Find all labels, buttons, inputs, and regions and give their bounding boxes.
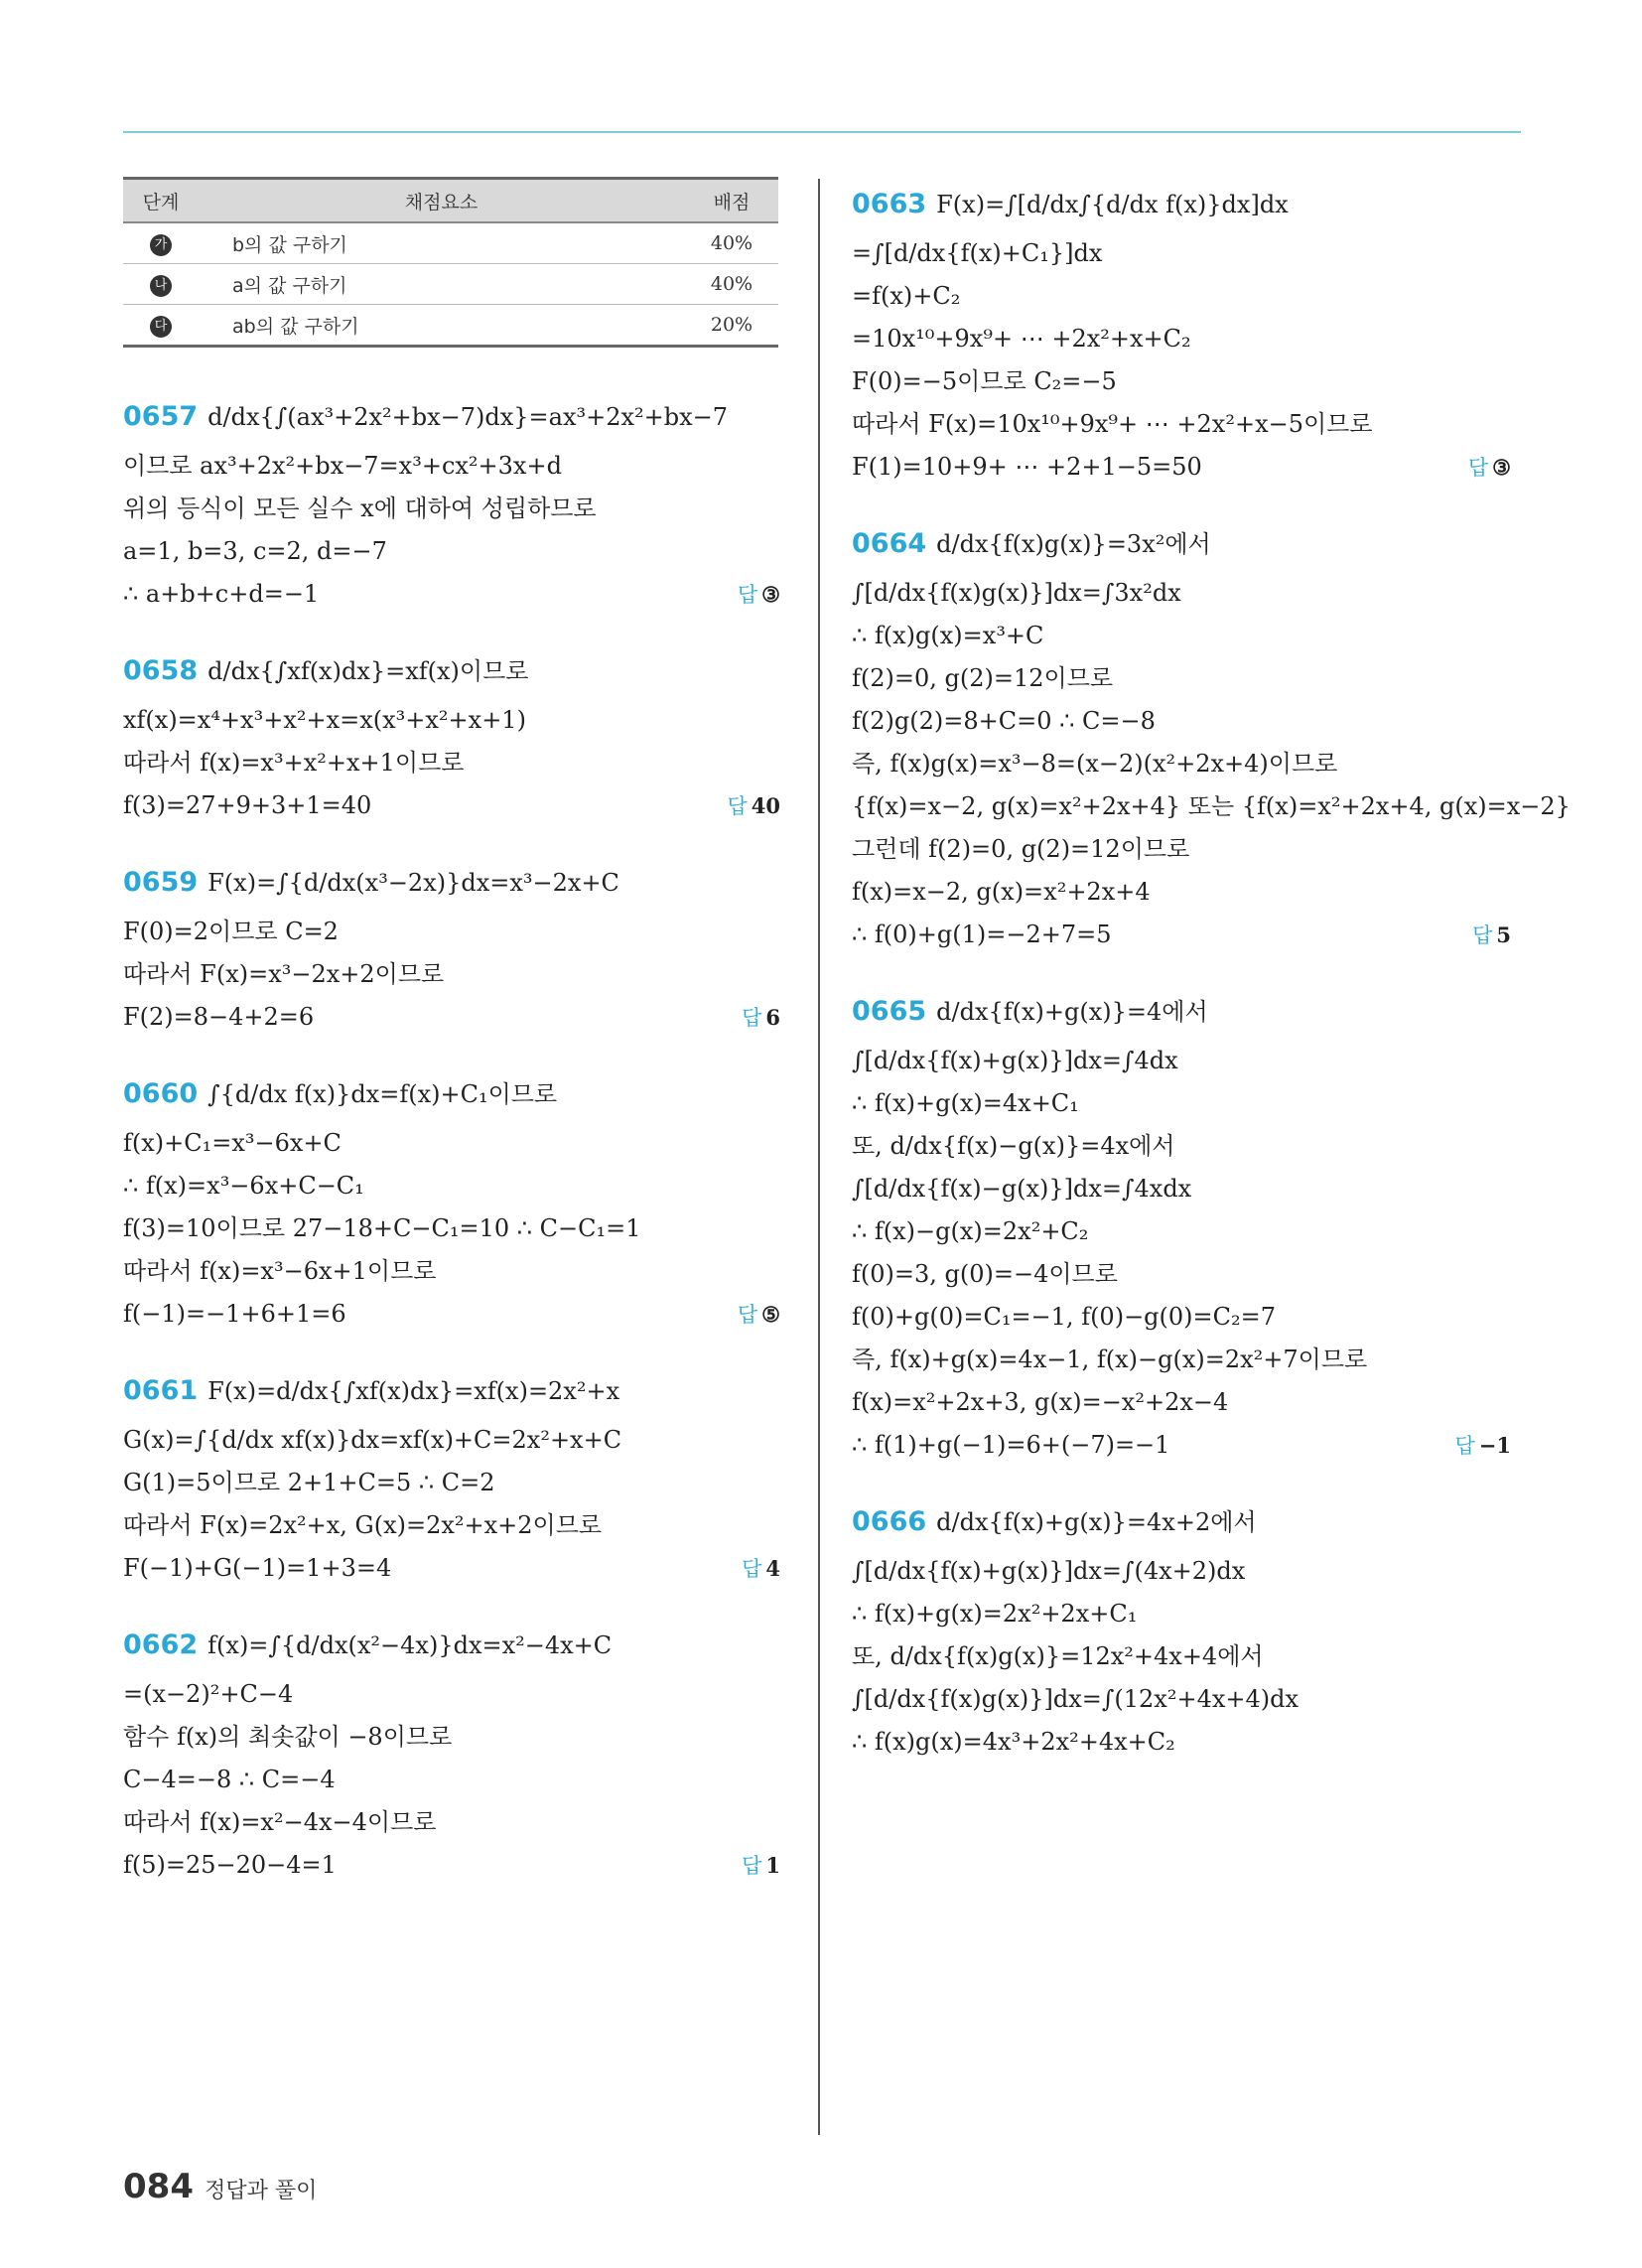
solution-line <box>852 1635 1511 1678</box>
answer-value: ⑤ <box>761 1302 780 1327</box>
solution-line <box>852 1550 1511 1593</box>
header-step: 단계 <box>123 179 199 223</box>
solution-line <box>852 615 1511 657</box>
solution-text: ∫[d/dx{f(x)g(x)}]dx=∫(12x²+4x+4)dx <box>852 1685 1300 1713</box>
answer-value: 5 <box>1496 922 1511 947</box>
solution-text: ∴ f(x)g(x)=4x³+2x²+4x+C₂ <box>852 1728 1175 1756</box>
answer-label: 답 <box>737 583 758 607</box>
solution-text: ∴ f(0)+g(1)=−2+7=5 <box>852 921 1112 948</box>
answer-label: 답 <box>727 794 748 818</box>
problem-0666 <box>852 1494 1511 1764</box>
scoring-row <box>123 222 778 264</box>
answer <box>1472 914 1511 957</box>
solution-text: f(x)=∫{d/dx(x²−4x)}dx=x²−4x+C <box>207 1631 613 1659</box>
column-divider <box>818 179 820 2135</box>
solution-text: 이므로 ax³+2x²+bx−7=x³+cx²+3x+d <box>123 452 562 480</box>
step-cell <box>123 264 199 305</box>
solution-text: ∫[d/dx{f(x)−g(x)}]dx=∫4xdx <box>852 1175 1192 1203</box>
step-marker: 가 <box>150 234 172 256</box>
problem-number: 0661 <box>123 1375 199 1406</box>
answer-label: 답 <box>1454 1434 1475 1458</box>
solution-line <box>123 1801 780 1844</box>
solution-line <box>852 914 1511 956</box>
solution-text: 그런데 f(2)=0, g(2)=12이므로 <box>852 835 1190 863</box>
solution-text: F(x)=∫{d/dx(x³−2x)}dx=x³−2x+C <box>207 869 619 897</box>
problem-0663 <box>852 177 1511 489</box>
problem-number: 0663 <box>852 189 927 219</box>
solution-line <box>123 1618 780 1673</box>
right-problems <box>852 177 1571 1764</box>
solution-text: f(0)+g(0)=C₁=−1, f(0)−g(0)=C₂=7 <box>852 1303 1277 1331</box>
solution-text: 따라서 F(x)=10x¹⁰+9x⁹+ ⋯ +2x²+x−5이므로 <box>852 410 1373 438</box>
solution-text: f(5)=25−20−4=1 <box>123 1851 337 1879</box>
answer-label: 답 <box>742 1006 762 1030</box>
solution-line <box>123 911 780 953</box>
step-marker: 나 <box>150 275 172 297</box>
footer-label: 정답과 풀이 <box>205 2179 318 2203</box>
problem-0664 <box>852 516 1571 956</box>
solution-text: {f(x)=x−2, g(x)=x²+2x+4} 또는 {f(x)=x²+2x+4, g(x)=x−2} <box>852 792 1571 820</box>
solution-text: F(x)=∫[d/dx∫{d/dx f(x)}dx]dx <box>936 191 1289 218</box>
solution-line <box>852 700 1511 743</box>
solution-text: d/dx{∫(ax³+2x²+bx−7)dx}=ax³+2x²+bx−7 <box>207 403 729 431</box>
solution-line <box>852 446 1511 489</box>
solution-text: ∫[d/dx{f(x)+g(x)}]dx=∫4dx <box>852 1047 1178 1074</box>
solution-text: 또, d/dx{f(x)g(x)}=12x²+4x+4에서 <box>852 1642 1264 1670</box>
solution-line <box>123 573 780 616</box>
solution-line <box>123 1759 780 1801</box>
solution-line <box>123 996 780 1039</box>
solution-text: 따라서 f(x)=x³−6x+1이므로 <box>123 1257 437 1285</box>
solution-text: d/dx{f(x)g(x)}=3x²에서 <box>936 530 1211 558</box>
solution-text: ∴ f(1)+g(−1)=6+(−7)=−1 <box>852 1431 1170 1459</box>
solution-text: G(x)=∫{d/dx xf(x)}dx=xf(x)+C=2x²+x+C <box>123 1426 622 1454</box>
scoring-points: 40% <box>685 264 778 305</box>
problem-0662 <box>123 1618 780 1887</box>
solution-text: d/dx{f(x)+g(x)}=4에서 <box>936 998 1208 1026</box>
solution-line <box>123 1504 780 1547</box>
problem-number: 0657 <box>123 401 199 432</box>
solution-line <box>123 1716 780 1759</box>
left-problems <box>123 389 780 1887</box>
solution-text: F(−1)+G(−1)=1+3=4 <box>123 1554 392 1582</box>
solution-text: 즉, f(x)g(x)=x³−8=(x−2)(x²+2x+4)이므로 <box>852 750 1338 778</box>
solution-text: F(2)=8−4+2=6 <box>123 1003 315 1031</box>
solution-line <box>123 389 780 445</box>
scoring-row <box>123 264 778 305</box>
scoring-points: 40% <box>685 222 778 264</box>
solution-text: xf(x)=x⁴+x³+x²+x=x(x³+x²+x+1) <box>123 706 526 734</box>
step-cell <box>123 305 199 347</box>
top-rule <box>123 131 1521 133</box>
solution-line <box>852 1040 1511 1082</box>
solution-line <box>852 275 1511 318</box>
solution-line <box>123 1462 780 1504</box>
solution-line <box>123 1547 780 1590</box>
answer-value: 40 <box>751 793 780 818</box>
problem-0660 <box>123 1066 780 1336</box>
solution-line <box>852 1168 1511 1210</box>
solution-line <box>123 1066 780 1122</box>
scoring-item: ab의 값 구하기 <box>199 305 685 347</box>
solution-text: C−4=−8 ∴ C=−4 <box>123 1766 336 1793</box>
solution-line <box>123 1419 780 1462</box>
problem-number: 0664 <box>852 528 927 559</box>
solution-line <box>852 516 1511 572</box>
problem-number: 0660 <box>123 1078 199 1109</box>
scoring-item: b의 값 구하기 <box>199 222 685 264</box>
page-footer <box>123 2167 317 2206</box>
scoring-table-header <box>123 179 778 223</box>
answer <box>1454 1424 1511 1468</box>
solution-line <box>852 1678 1511 1721</box>
problem-0665 <box>852 984 1511 1467</box>
answer <box>742 996 780 1040</box>
answer-label: 답 <box>742 1854 762 1878</box>
solution-line <box>123 1122 780 1165</box>
answer-value: −1 <box>1478 1433 1511 1458</box>
solution-text: ∴ f(x)−g(x)=2x²+C₂ <box>852 1217 1089 1245</box>
solution-line <box>852 657 1511 700</box>
problem-0658 <box>123 643 780 827</box>
solution-text: =∫[d/dx{f(x)+C₁}]dx <box>852 239 1103 267</box>
problem-number: 0659 <box>123 867 199 898</box>
solution-text: f(3)=27+9+3+1=40 <box>123 791 372 819</box>
solution-line <box>852 1494 1511 1550</box>
solution-line <box>123 530 780 573</box>
problem-0657 <box>123 389 780 616</box>
solution-text: f(2)=0, g(2)=12이므로 <box>852 664 1114 692</box>
answer <box>742 1844 780 1888</box>
solution-text: f(x)+C₁=x³−6x+C <box>123 1129 342 1157</box>
solution-text: ∴ f(x)g(x)=x³+C <box>852 622 1044 649</box>
solution-line <box>123 643 780 699</box>
solution-line <box>852 572 1511 615</box>
header-points: 배점 <box>685 179 778 223</box>
answer-label: 답 <box>1472 923 1493 947</box>
solution-line <box>852 1593 1511 1635</box>
solution-line <box>123 445 780 488</box>
solution-text: =10x¹⁰+9x⁹+ ⋯ +2x²+x+C₂ <box>852 325 1191 353</box>
problem-number: 0666 <box>852 1506 927 1537</box>
solution-line <box>852 1125 1511 1168</box>
solution-line <box>123 488 780 530</box>
step-cell <box>123 222 199 264</box>
problem-0661 <box>123 1363 780 1590</box>
solution-text: F(1)=10+9+ ⋯ +2+1−5=50 <box>852 453 1202 481</box>
answer <box>727 784 780 828</box>
solution-line <box>123 1165 780 1207</box>
solution-line <box>852 177 1511 232</box>
solution-line <box>123 1363 780 1419</box>
solution-line <box>123 1673 780 1716</box>
solution-line <box>852 828 1511 871</box>
scoring-table <box>123 177 778 348</box>
solution-line <box>123 1207 780 1250</box>
header-item: 채점요소 <box>199 179 685 223</box>
scoring-item: a의 값 구하기 <box>199 264 685 305</box>
solution-text: 위의 등식이 모든 실수 x에 대하여 성립하므로 <box>123 495 597 522</box>
answer-value: 1 <box>765 1853 780 1878</box>
solution-text: =f(x)+C₂ <box>852 282 961 310</box>
answer-value: 4 <box>765 1556 780 1581</box>
answer-label: 답 <box>737 1303 758 1327</box>
solution-line <box>123 1293 780 1336</box>
solution-line <box>852 1082 1511 1125</box>
problem-0659 <box>123 855 780 1039</box>
solution-text: 따라서 f(x)=x³+x²+x+1이므로 <box>123 749 465 777</box>
problem-number: 0665 <box>852 996 927 1027</box>
answer-label: 답 <box>1467 456 1489 480</box>
solution-line <box>852 232 1511 275</box>
solution-line <box>852 1210 1511 1253</box>
answer-value: 6 <box>765 1005 780 1030</box>
solution-text: ∴ f(x)+g(x)=2x²+2x+C₁ <box>852 1600 1138 1628</box>
solution-text: f(3)=10이므로 27−18+C−C₁=10 ∴ C−C₁=1 <box>123 1214 641 1242</box>
answer <box>738 1293 780 1337</box>
solution-line <box>852 785 1571 828</box>
solution-line <box>852 871 1511 914</box>
solution-text: 따라서 F(x)=x³−2x+2이므로 <box>123 960 445 988</box>
left-column <box>123 177 780 1914</box>
answer-label: 답 <box>742 1557 762 1581</box>
solution-line <box>852 984 1511 1040</box>
solution-text: 또, d/dx{f(x)−g(x)}=4x에서 <box>852 1132 1175 1160</box>
solution-line <box>123 1250 780 1293</box>
scoring-points: 20% <box>685 305 778 347</box>
solution-line <box>852 1296 1511 1339</box>
solution-text: ∫[d/dx{f(x)g(x)}]dx=∫3x²dx <box>852 579 1181 607</box>
problem-number: 0662 <box>123 1630 199 1660</box>
solution-line <box>852 403 1511 446</box>
solution-line <box>852 743 1511 785</box>
solution-text: ∴ f(x)+g(x)=4x+C₁ <box>852 1089 1079 1117</box>
solution-line <box>123 855 780 911</box>
solution-line <box>852 1253 1511 1296</box>
answer <box>742 1547 780 1591</box>
solution-text: 따라서 F(x)=2x²+x, G(x)=2x²+x+2이므로 <box>123 1511 603 1539</box>
solution-text: ∫[d/dx{f(x)+g(x)}]dx=∫(4x+2)dx <box>852 1557 1246 1585</box>
solution-line <box>852 318 1511 360</box>
solution-line <box>852 360 1511 403</box>
page-number: 084 <box>123 2167 194 2206</box>
solution-line <box>123 742 780 784</box>
solution-line <box>852 1381 1511 1424</box>
solution-text: a=1, b=3, c=2, d=−7 <box>123 537 387 565</box>
answer-value: ③ <box>761 582 780 607</box>
solution-line <box>123 1844 780 1887</box>
solution-text: F(x)=d/dx{∫xf(x)dx}=xf(x)=2x²+x <box>207 1377 620 1405</box>
solution-text: G(1)=5이므로 2+1+C=5 ∴ C=2 <box>123 1469 495 1496</box>
solution-text: f(−1)=−1+6+1=6 <box>123 1300 346 1328</box>
solution-line <box>852 1721 1511 1764</box>
solution-text: 즉, f(x)+g(x)=4x−1, f(x)−g(x)=2x²+7이므로 <box>852 1346 1368 1373</box>
step-marker: 다 <box>150 316 172 338</box>
solution-text: ∴ a+b+c+d=−1 <box>123 580 320 608</box>
solution-text: f(0)=3, g(0)=−4이므로 <box>852 1260 1118 1288</box>
solution-text: f(2)g(2)=8+C=0 ∴ C=−8 <box>852 707 1156 735</box>
solution-text: ∫{d/dx f(x)}dx=f(x)+C₁이므로 <box>207 1080 558 1108</box>
answer-value: ③ <box>1492 455 1511 480</box>
solution-text: F(0)=−5이므로 C₂=−5 <box>852 367 1117 395</box>
solution-line <box>852 1424 1511 1467</box>
solution-line <box>123 784 780 827</box>
solution-text: f(x)=x−2, g(x)=x²+2x+4 <box>852 878 1151 906</box>
solution-text: 따라서 f(x)=x²−4x−4이므로 <box>123 1808 437 1836</box>
solution-text: ∴ f(x)=x³−6x+C−C₁ <box>123 1172 364 1200</box>
solution-text: F(0)=2이므로 C=2 <box>123 918 339 945</box>
solution-text: d/dx{f(x)+g(x)}=4x+2에서 <box>936 1508 1257 1536</box>
solution-line <box>123 953 780 996</box>
solution-line <box>852 1339 1511 1381</box>
solution-text: =(x−2)²+C−4 <box>123 1680 294 1708</box>
answer <box>738 573 780 617</box>
answer <box>1468 446 1511 490</box>
right-column <box>852 177 1571 1791</box>
problem-number: 0658 <box>123 655 199 686</box>
solution-line <box>123 699 780 742</box>
scoring-row <box>123 305 778 347</box>
solution-text: f(x)=x²+2x+3, g(x)=−x²+2x−4 <box>852 1388 1229 1416</box>
solution-text: d/dx{∫xf(x)dx}=xf(x)이므로 <box>207 657 529 685</box>
solution-text: 함수 f(x)의 최솟값이 −8이므로 <box>123 1723 453 1751</box>
